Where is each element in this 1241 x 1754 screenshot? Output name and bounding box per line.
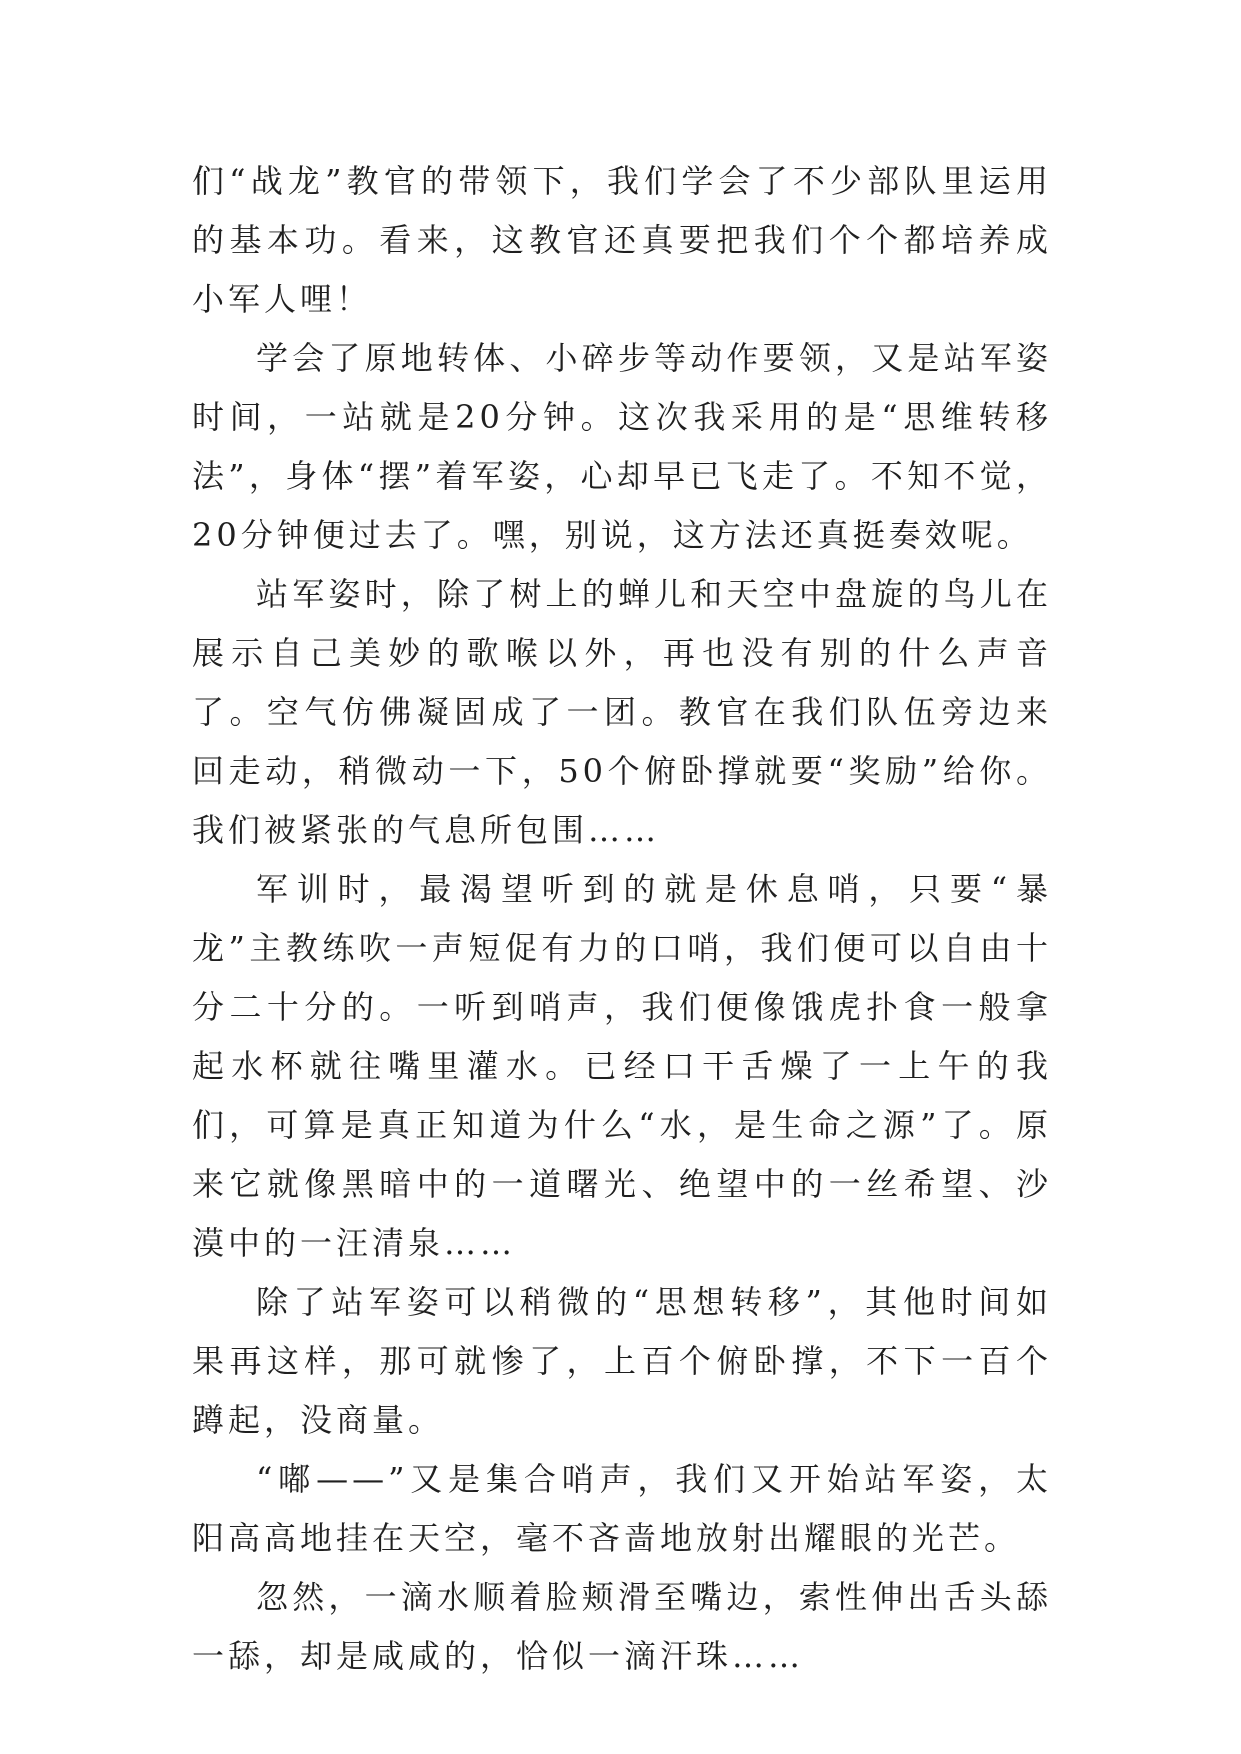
paragraph-4: 军训时，最渴望听到的就是休息哨，只要“暴龙”主教练吹一声短促有力的口哨，我们便可以自由十分二十分的。一听到哨声，我们便像饿虎扑食一般拿起水杯就往嘴里灌水。已经口干舌燥了一上午的我们，可算是真正知道为什么“水，是生命之源”了。原来它就像黑暗中的一道曙光、绝望中的一丝希望、沙漠中的一汪清泉……: [192, 870, 1052, 1262]
paragraph-2: 学会了原地转体、小碎步等动作要领，又是站军姿时间，一站就是20分钟。这次我采用的是“思维转移法”，身体“摆”着军姿，心却早已飞走了。不知不觉，20分钟便过去了。嘿，别说，这方法还真挺奏效呢。: [192, 339, 1052, 554]
paragraph-3: 站军姿时，除了树上的蝉儿和天空中盘旋的鸟儿在展示自己美妙的歌喉以外，再也没有别的什么声音了。空气仿佛凝固成了一团。教官在我们队伍旁边来回走动，稍微动一下，50个俯卧撑就要“奖励”给你。我们被紧张的气息所包围……: [192, 575, 1052, 849]
article-body: [192, 152, 1052, 1686]
paragraph-7: 忽然，一滴水顺着脸颊滑至嘴边，索性伸出舌头舔一舔，却是咸咸的，恰似一滴汗珠……: [192, 1578, 1052, 1675]
paragraph-5: 除了站军姿可以稍微的“思想转移”，其他时间如果再这样，那可就惨了，上百个俯卧撑，不下一百个蹲起，没商量。: [192, 1283, 1052, 1439]
paragraph-6: “嘟——”又是集合哨声，我们又开始站军姿，太阳高高地挂在天空，毫不吝啬地放射出耀眼的光芒。: [192, 1460, 1052, 1557]
paragraph-1: 们“战龙”教官的带领下，我们学会了不少部队里运用的基本功。看来，这教官还真要把我们个个都培养成小军人哩！: [192, 162, 1052, 318]
